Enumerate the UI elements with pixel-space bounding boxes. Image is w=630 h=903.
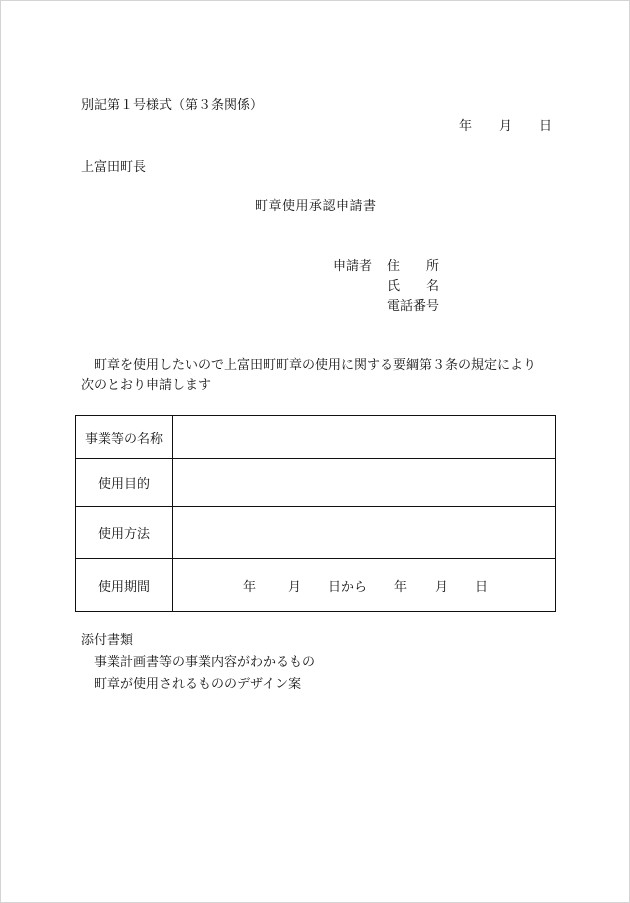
period-month-1: 月 bbox=[288, 579, 302, 595]
name-label-1: 氏 bbox=[387, 279, 401, 294]
table-row bbox=[76, 507, 556, 559]
date-year: 年 bbox=[459, 119, 473, 134]
period-month-2: 月 bbox=[435, 579, 449, 595]
row-label-period: 使用期間 bbox=[76, 559, 173, 612]
period-year-1: 年 bbox=[243, 579, 257, 595]
addressee: 上富田町長 bbox=[81, 160, 147, 175]
name-label-2: 名 bbox=[426, 279, 440, 294]
period-day-1: 日から bbox=[328, 579, 368, 595]
table-row bbox=[76, 416, 556, 459]
address-label-1: 住 bbox=[387, 259, 401, 274]
date-day: 日 bbox=[539, 119, 553, 134]
attachments-title: 添付書類 bbox=[81, 633, 134, 648]
name-field bbox=[387, 279, 439, 295]
period-day-2: 日 bbox=[475, 579, 489, 595]
request-statement bbox=[81, 356, 536, 396]
address-label-2: 所 bbox=[426, 259, 440, 274]
attachment-item: 町章が使用されるもののデザイン案 bbox=[94, 677, 302, 692]
table-row bbox=[76, 559, 556, 612]
row-value-project-name[interactable] bbox=[173, 416, 556, 459]
applicant-label: 申請者 bbox=[333, 259, 373, 274]
form-number: 別記第１号様式（第３条関係） bbox=[81, 98, 264, 113]
address-field bbox=[387, 259, 439, 275]
table-row bbox=[76, 459, 556, 507]
period-year-2: 年 bbox=[394, 579, 408, 595]
row-value-period[interactable] bbox=[173, 559, 556, 612]
date-month: 月 bbox=[499, 119, 513, 134]
phone-field: 電話番号 bbox=[387, 299, 440, 314]
attachment-item: 事業計画書等の事業内容がわかるもの bbox=[94, 655, 316, 670]
row-label-method: 使用方法 bbox=[76, 507, 173, 559]
row-label-purpose: 使用目的 bbox=[76, 459, 173, 507]
date-line bbox=[459, 119, 552, 135]
row-value-method[interactable] bbox=[173, 507, 556, 559]
row-label-project-name: 事業等の名称 bbox=[76, 416, 173, 459]
request-line-2: 次のとおり申請します bbox=[81, 378, 212, 393]
document-title: 町章使用承認申請書 bbox=[255, 199, 377, 214]
row-value-purpose[interactable] bbox=[173, 459, 556, 507]
request-line-1: 町章を使用したいので上富田町町章の使用に関する要綱第３条の規定により bbox=[94, 358, 537, 373]
application-table bbox=[75, 415, 556, 612]
